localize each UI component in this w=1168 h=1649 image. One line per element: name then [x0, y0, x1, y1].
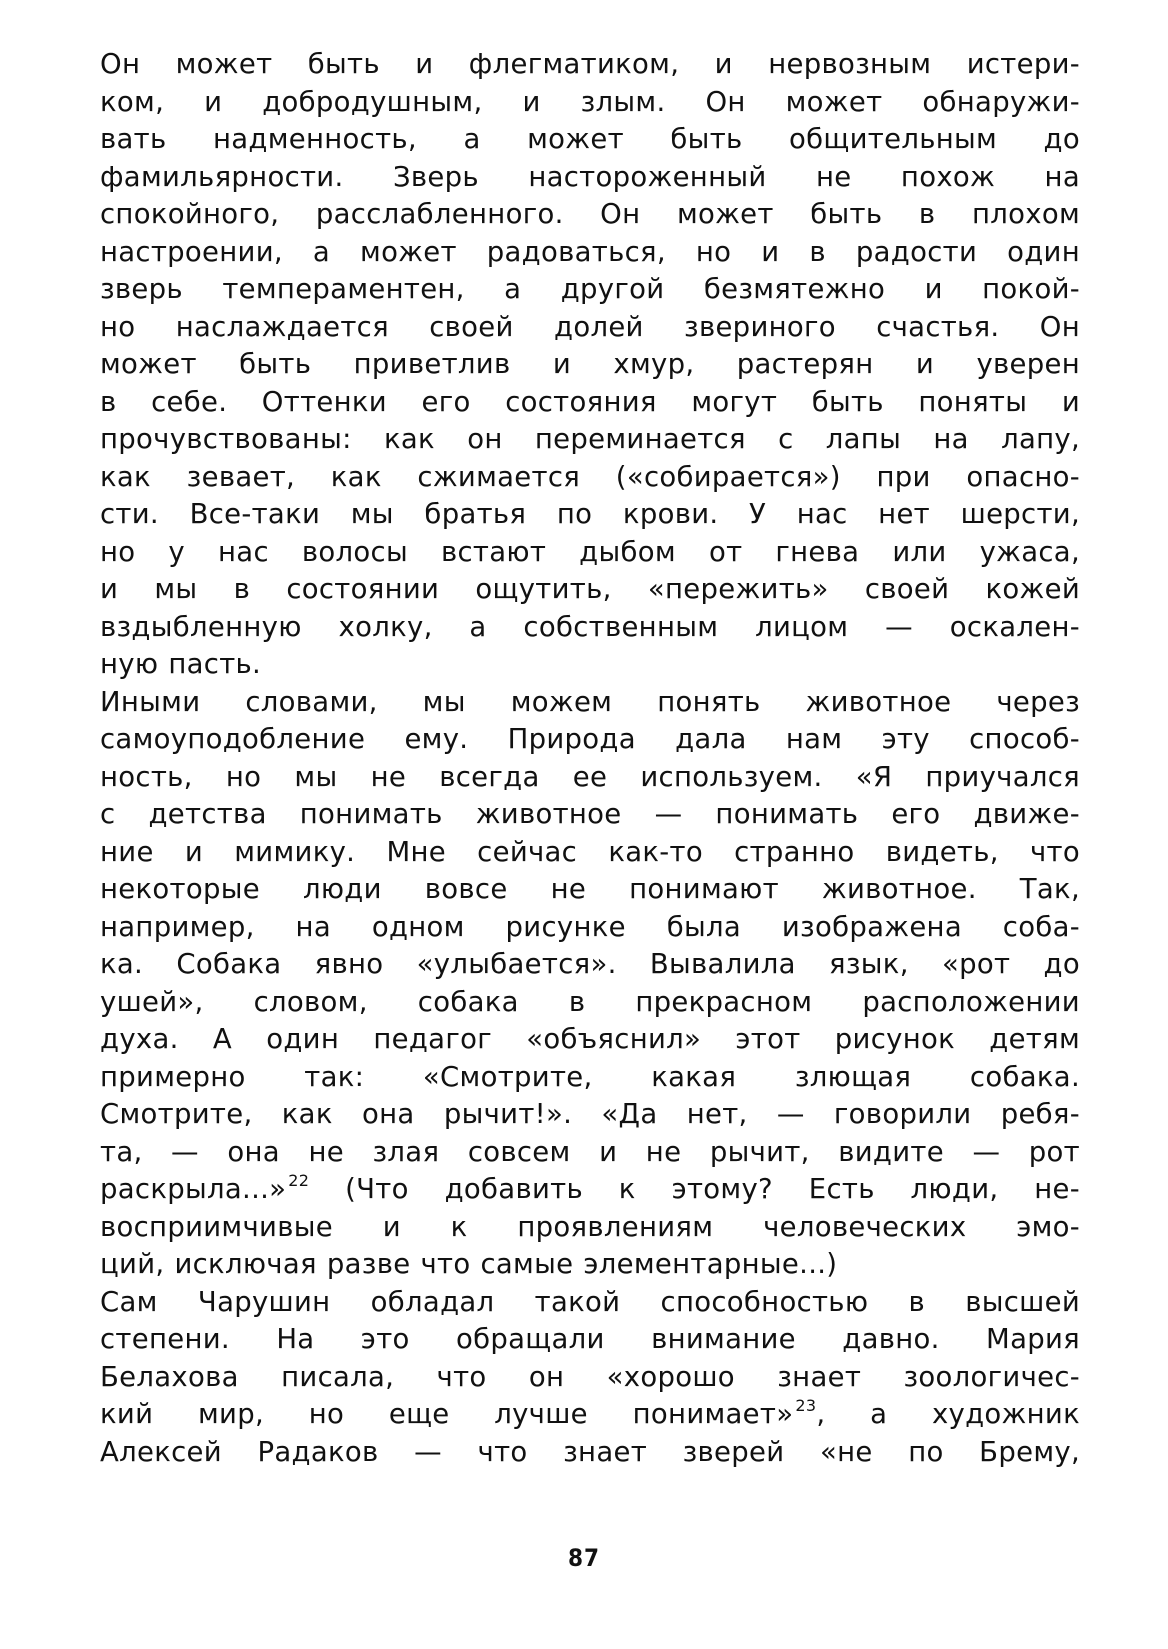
- page-body: [100, 46, 1080, 1471]
- text-line: Белахова писала, что он «хорошо знает зоологичес-: [100, 1360, 1080, 1393]
- footnote-line: [100, 1396, 1080, 1434]
- text-line: в себе. Оттенки его состояния могут быть поняты и: [100, 385, 1080, 418]
- text-line: Смотрите, как она рычит!». «Да нет, — говорили ребя-: [100, 1098, 1080, 1130]
- text-line: Сам Чарушин обладал такой способностью в высшей: [100, 1285, 1080, 1318]
- text-line: но наслаждается своей долей звериного счастья. Он: [100, 310, 1080, 343]
- footnote-line: [100, 1171, 1080, 1209]
- text-line: ком, и добродушным, и злым. Он может обнаружи-: [100, 85, 1080, 118]
- text-line: самоуподобление ему. Природа дала нам эту способ-: [100, 723, 1080, 755]
- text-line: спокойного, расслабленного. Он может быть в плохом: [100, 198, 1080, 230]
- text-line: степени. На это обращали внимание давно. Мария: [100, 1323, 1080, 1355]
- text-line: примерно так: «Смотрите, какая злющая собака.: [100, 1060, 1080, 1093]
- text-line: Алексей Радаков — что знает зверей «не по Брему,: [100, 1435, 1080, 1468]
- text-line: зверь темпераментен, а другой безмятежно и покой-: [100, 273, 1080, 305]
- text-line: та, — она не злая совсем и не рычит, видите — рот: [100, 1135, 1080, 1168]
- text-line: и мы в состоянии ощутить, «пережить» своей кожей: [100, 573, 1080, 605]
- text-line: вать надменность, а может быть общительным до: [100, 123, 1080, 155]
- text-line: Иными словами, мы можем понять животное через: [100, 685, 1080, 718]
- text-line: восприимчивые и к проявлениям человеческих эмо-: [100, 1210, 1080, 1243]
- footnote-reference[interactable]: 22: [288, 1171, 310, 1190]
- text-line: ка. Собака явно «улыбается». Вывалила язык, «рот до: [100, 948, 1080, 980]
- text-line: но у нас волосы встают дыбом от гнева или ужаса,: [100, 535, 1080, 568]
- text-line: ность, но мы не всегда ее используем. «Я приучался: [100, 760, 1080, 793]
- text-line: Он может быть и флегматиком, и нервозным истери-: [100, 48, 1080, 80]
- text-line: ушей», словом, собака в прекрасном расположении: [100, 985, 1080, 1018]
- text-line: ние и мимику. Мне сейчас как-то странно видеть, что: [100, 835, 1080, 868]
- text-line: например, на одном рисунке была изображена соба-: [100, 910, 1080, 943]
- paragraph-3: [100, 1284, 1080, 1472]
- text-line: вздыбленную холку, а собственным лицом — оскален-: [100, 610, 1080, 643]
- text-line: некоторые люди вовсе не понимают животное. Так,: [100, 873, 1080, 905]
- text-line: как зевает, как сжимается («собирается») при опасно-: [100, 460, 1080, 493]
- text-fragment: , а художник: [816, 1398, 1080, 1430]
- paragraph-1: [100, 46, 1080, 684]
- paragraph-2: [100, 684, 1080, 1284]
- text-line: сти. Все-таки мы братья по крови. У нас нет шерсти,: [100, 498, 1080, 530]
- text-fragment: кий мир, но еще лучше понимает»: [100, 1398, 794, 1430]
- text-line: с детства понимать животное — понимать его движе-: [100, 798, 1080, 830]
- text-line: прочувствованы: как он переминается с лапы на лапу,: [100, 423, 1080, 455]
- text-line: настроении, а может радоваться, но и в радости один: [100, 235, 1080, 268]
- text-line: фамильярности. Зверь настороженный не похож на: [100, 160, 1080, 193]
- text-fragment: (Что добавить к этому? Есть люди, не-: [309, 1173, 1080, 1205]
- text-line: может быть приветлив и хмур, растерян и уверен: [100, 348, 1080, 380]
- text-line: ций, исключая разве что самые элементарные...): [100, 1248, 838, 1280]
- text-line: ную пасть.: [100, 648, 262, 680]
- text-line: духа. А один педагог «объяснил» этот рисунок детям: [100, 1023, 1080, 1055]
- page-number: 87: [567, 1544, 601, 1572]
- footnote-reference[interactable]: 23: [795, 1396, 817, 1415]
- text-fragment: раскрыла...»: [100, 1173, 287, 1205]
